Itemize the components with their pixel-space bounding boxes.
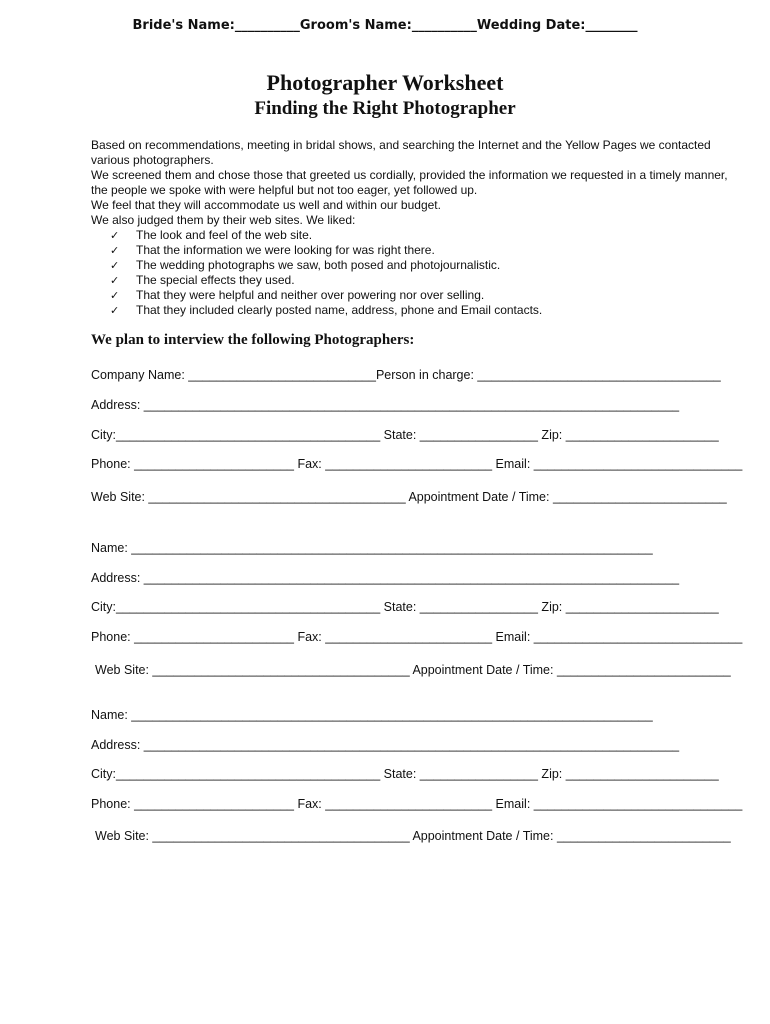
checklist-item <box>110 273 731 288</box>
city-state-zip-field[interactable]: City:______________________________________ State: _________________ Zip: ______________________ <box>91 767 719 781</box>
address-field[interactable]: Address: _____________________________________________________________________________ <box>91 571 680 585</box>
worksheet-subtitle: Finding the Right Photographer <box>254 98 516 119</box>
intro-paragraph: We screened them and chose those that greeted us cordially, provided the information we requested in a timely manner, the people we spoke with were helpful but not too eager, yet followed up. <box>91 168 728 197</box>
intro-paragraph: We also judged them by their web sites. We liked: <box>91 213 356 227</box>
address-field[interactable]: Address: _____________________________________________________________________________ <box>91 738 680 752</box>
checkmark-icon: ✓ <box>110 259 120 272</box>
couple-info-line: Bride's Name:__________Groom's Name:__________Wedding Date:________ <box>132 18 638 33</box>
website-appointment-field[interactable]: Web Site: _____________________________________ Appointment Date / Time: _________________________ <box>91 490 727 504</box>
worksheet-title: Photographer Worksheet <box>266 70 504 95</box>
address-field[interactable]: Address: _____________________________________________________________________________ <box>91 398 680 412</box>
checklist-item <box>110 228 731 243</box>
checklist-item <box>110 303 731 318</box>
checklist-item <box>110 288 731 303</box>
phone-fax-email-field[interactable]: Phone: _______________________ Fax: ________________________ Email: ______________________________ <box>91 457 743 471</box>
criteria-checklist <box>91 228 731 318</box>
checkmark-icon: ✓ <box>110 304 120 317</box>
city-state-zip-field[interactable]: City:______________________________________ State: _________________ Zip: ______________________ <box>91 428 719 442</box>
name-field[interactable]: Name: ___________________________________________________________________________ <box>91 708 653 722</box>
checkmark-icon: ✓ <box>110 244 120 257</box>
checklist-item <box>110 258 731 273</box>
checklist-item-text: That they included clearly posted name, address, phone and Email contacts. <box>136 303 543 317</box>
checklist-item-text: That they were helpful and neither over powering nor over selling. <box>136 288 485 302</box>
website-appointment-field[interactable]: Web Site: _____________________________________ Appointment Date / Time: _________________________ <box>95 663 731 677</box>
intro-paragraph: Based on recommendations, meeting in bridal shows, and searching the Internet and the Yellow Pages we contacted various photographers. <box>91 138 711 167</box>
company-name-field[interactable]: Company Name: ___________________________Person in charge: ___________________________________ <box>91 368 721 382</box>
checkmark-icon: ✓ <box>110 289 120 302</box>
phone-fax-email-field[interactable]: Phone: _______________________ Fax: ________________________ Email: ______________________________ <box>91 797 743 811</box>
checkmark-icon: ✓ <box>110 229 120 242</box>
interview-section-heading: We plan to interview the following Photographers: <box>91 332 415 348</box>
name-field[interactable]: Name: ___________________________________________________________________________ <box>91 541 653 555</box>
intro-paragraph: We feel that they will accommodate us well and within our budget. <box>91 198 441 212</box>
intro-text <box>91 138 731 318</box>
checklist-item <box>110 243 731 258</box>
checklist-item-text: The special effects they used. <box>136 273 295 287</box>
city-state-zip-field[interactable]: City:______________________________________ State: _________________ Zip: ______________________ <box>91 600 719 614</box>
phone-fax-email-field[interactable]: Phone: _______________________ Fax: ________________________ Email: ______________________________ <box>91 630 743 644</box>
checklist-item-text: The look and feel of the web site. <box>136 228 313 242</box>
website-appointment-field[interactable]: Web Site: _____________________________________ Appointment Date / Time: _________________________ <box>95 829 731 843</box>
checkmark-icon: ✓ <box>110 274 120 287</box>
checklist-item-text: That the information we were looking for was right there. <box>136 243 435 257</box>
checklist-item-text: The wedding photographs we saw, both posed and photojournalistic. <box>136 258 501 272</box>
